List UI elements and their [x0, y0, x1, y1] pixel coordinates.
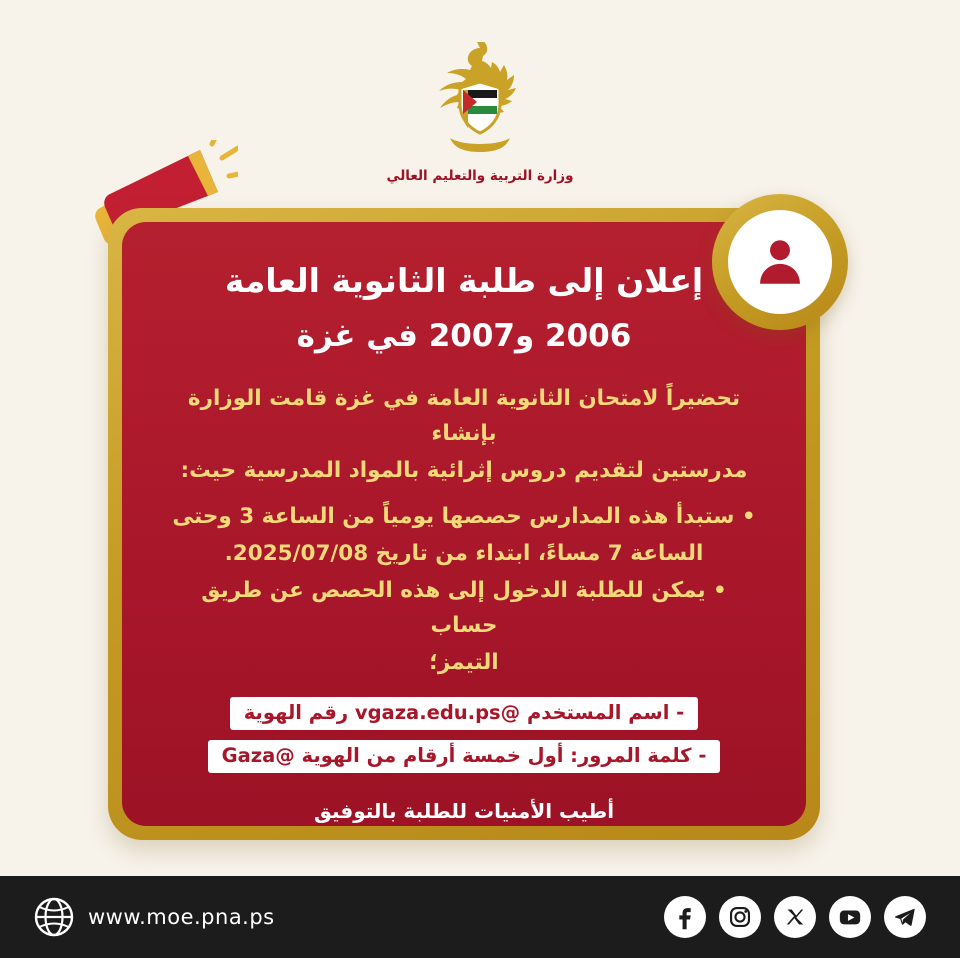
- ministry-name: وزارة التربية والتعليم العالي: [386, 168, 574, 184]
- intro-line-1: تحضيراً لامتحان الثانوية العامة في غزة قامت الوزارة بإنشاء: [187, 386, 741, 446]
- bullet-2-line-1: • يمكن للطلبة الدخول إلى هذه الحصص عن طريق حساب: [201, 578, 727, 638]
- credential-username: - اسم المستخدم @vgaza.edu.ps رقم الهوية: [230, 697, 699, 730]
- announcement-card: [108, 208, 820, 840]
- footer-website-group[interactable]: [34, 897, 275, 937]
- palestine-state-emblem-icon: [428, 42, 532, 160]
- avatar-inner: [728, 210, 832, 314]
- page-subtitle: 2006 و2007 في غزة: [296, 318, 632, 355]
- announcement-card-body: [122, 222, 806, 826]
- bullet-1-line-1: • ستبدأ هذه المدارس حصصها يومياً من الساعة 3 وحتى: [172, 504, 756, 530]
- credential-password: - كلمة المرور: أول خمسة أرقام من الهوية @Gaza: [208, 740, 721, 773]
- facebook-icon[interactable]: [664, 896, 706, 938]
- user-avatar-icon: [751, 233, 809, 291]
- closing-wishes: أطيب الأمنيات للطلبة بالتوفيق: [313, 798, 615, 823]
- bullet-list: [168, 500, 760, 680]
- youtube-icon[interactable]: [829, 896, 871, 938]
- avatar: [712, 194, 848, 330]
- bullet-2-line-2: التيمز؛: [429, 649, 499, 675]
- intro-line-2: مدرستين لتقديم دروس إثرائية بالمواد المدرسية حيث:: [180, 457, 748, 483]
- page-title: إعلان إلى طلبة الثانوية العامة: [224, 261, 704, 300]
- globe-icon: [34, 897, 74, 937]
- social-links: [664, 896, 926, 938]
- credentials-block: [168, 697, 760, 773]
- footer-bar: [0, 876, 960, 958]
- intro-paragraph: [168, 382, 760, 488]
- instagram-icon[interactable]: [719, 896, 761, 938]
- telegram-icon[interactable]: [884, 896, 926, 938]
- bullet-1-line-2: الساعة 7 مساءً، ابتداء من تاريخ 2025/07/08.: [224, 541, 704, 567]
- website-url[interactable]: www.moe.pna.ps: [88, 905, 275, 929]
- x-twitter-icon[interactable]: [774, 896, 816, 938]
